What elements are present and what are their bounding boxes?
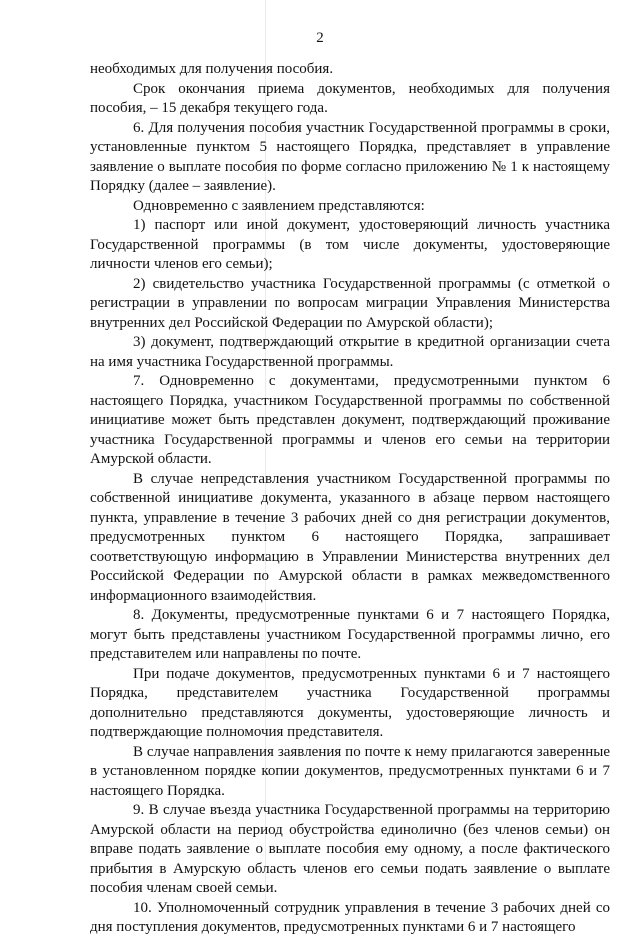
paragraph-item-8-representative: При подаче документов, предусмотренных пунктами 6 и 7 настоящего Порядка, представителем участника Государственной программы дополнительно представляются документы, удостоверяющие личность и подтверждающие полномочия представителя. bbox=[90, 665, 610, 740]
paragraph-list-item-1: 1) паспорт или иной документ, удостоверяющий личность участника Государственной программы (в том числе документы, удостоверяющие личности членов его семьи); bbox=[90, 217, 610, 272]
paragraph-item-8: 8. Документы, предусмотренные пунктами 6 и 7 настоящего Порядка, могут быть представлены участником Государственной программы лично, его представителем или направлены по почте. bbox=[90, 607, 610, 662]
paragraph-list-item-2: 2) свидетельство участника Государственной программы (с отметкой о регистрации в управлении по вопросам миграции Управления Министерства внутренних дел Российской Федерации по Амурской области); bbox=[90, 275, 610, 331]
paragraph-list-item-3: 3) документ, подтверждающий открытие в кредитной организации счета на имя участника Государственной программы. bbox=[90, 334, 610, 370]
paragraph-item-10: 10. Уполномоченный сотрудник управления в течение 3 рабочих дней со дня поступления документов, предусмотренных пунктами 6 и 7 настоящего bbox=[90, 899, 610, 935]
paragraph-attachments-intro: Одновременно с заявлением представляются: bbox=[133, 197, 425, 214]
paragraph-item-9: 9. В случае въезда участника Государственной программы на территорию Амурской области на период обустройства единолично (без членов семьи) он вправе подать заявление о выплате пособия ему одному, а после фактического прибытия в Амурскую область членов его семьи подать заявление о выплате пособия членам своей семьи. bbox=[90, 802, 610, 896]
page-number: 2 bbox=[316, 30, 324, 46]
paragraph-item-7-nonprovision: В случае непредставления участником Государственной программы по собственной инициативе документа, указанного в абзаце первом настоящего пункта, управление в течение 3 рабочих дней со дня регистрации документов, предусмотренных пунктом 6 настоящего Порядка, запрашивает соответствующую информацию в Управлении Министерства внутренних дел Российской Федерации по Амурской области в рамках межведомственного информационного взаимодействия. bbox=[90, 470, 610, 604]
paragraph-continuation: необходимых для получения пособия. bbox=[90, 61, 334, 77]
paragraph-item-7: 7. Одновременно с документами, предусмотренными пунктом 6 настоящего Порядка, участником Государственной программы по собственной инициативе может быть представлен документ, подтверждающий проживание участника Государственной программы и членов его семьи на территории Амурской области. bbox=[90, 373, 610, 467]
paragraph-item-8-mail: В случае направления заявления по почте к нему прилагаются заверенные в установленном порядке копии документов, предусмотренных пунктами 6 и 7 настоящего Порядка. bbox=[90, 743, 610, 799]
document-body bbox=[90, 60, 610, 938]
paragraph-item-6: 6. Для получения пособия участник Государственной программы в сроки, установленные пунктом 5 настоящего Порядка, представляет в управление заявление о выплате пособия по форме согласно приложению № 1 к настоящему Порядку (далее – заявление). bbox=[90, 119, 610, 194]
paragraph-deadline: Срок окончания приема документов, необходимых для получения пособия, – 15 декабря текущего года. bbox=[90, 80, 610, 116]
